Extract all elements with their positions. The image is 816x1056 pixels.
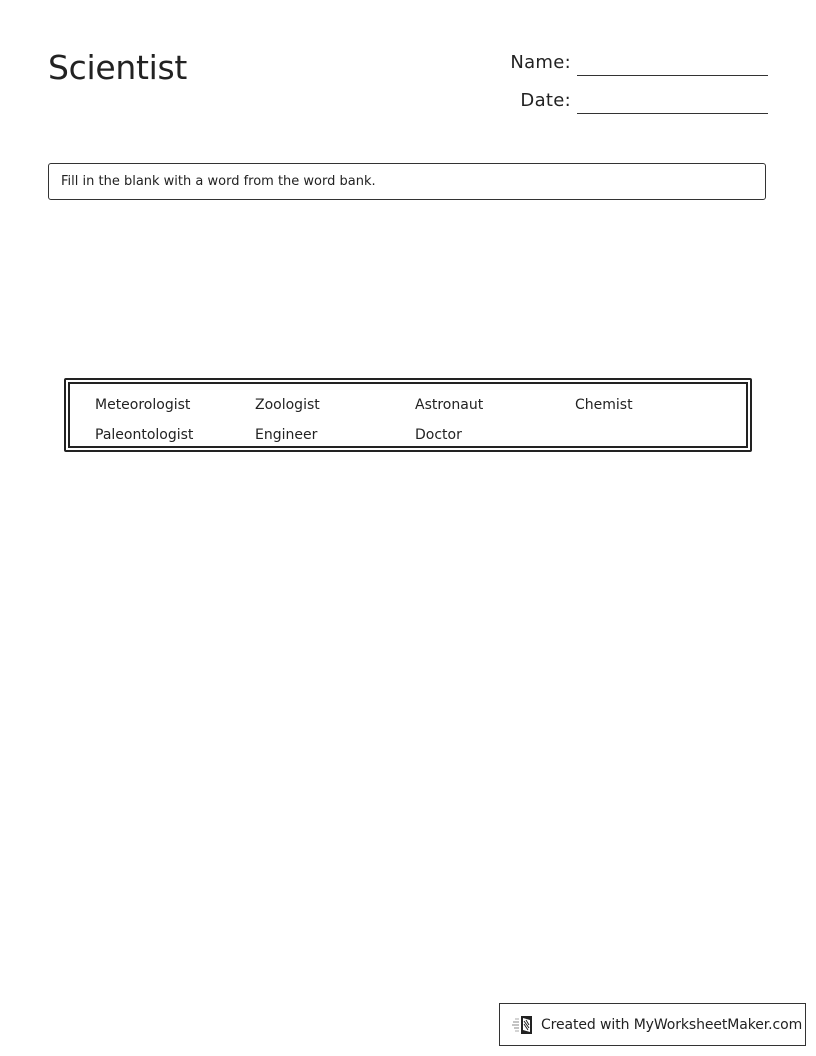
word-bank-item: Doctor (415, 427, 462, 443)
date-field-row (520, 88, 768, 114)
word-bank-item: Paleontologist (95, 427, 194, 443)
word-bank (64, 378, 752, 452)
date-blank-line[interactable] (577, 89, 768, 114)
footer-credit-text: Created with MyWorksheetMaker.com (541, 1016, 803, 1033)
word-bank-item: Chemist (575, 397, 633, 413)
myworksheetmaker-logo-icon (512, 1014, 536, 1036)
instructions-box: Fill in the blank with a word from the word bank. (48, 163, 766, 200)
word-bank-item: Astronaut (415, 397, 484, 413)
word-bank-item: Zoologist (255, 397, 320, 413)
name-field-row (510, 50, 768, 76)
word-bank-item: Engineer (255, 427, 318, 443)
worksheet-title: Scientist (48, 48, 188, 87)
name-label: Name: (510, 52, 571, 73)
footer-credit[interactable] (499, 1003, 806, 1046)
date-label: Date: (520, 90, 571, 111)
word-bank-item: Meteorologist (95, 397, 191, 413)
name-blank-line[interactable] (577, 51, 768, 76)
word-bank-inner-border (68, 382, 748, 448)
